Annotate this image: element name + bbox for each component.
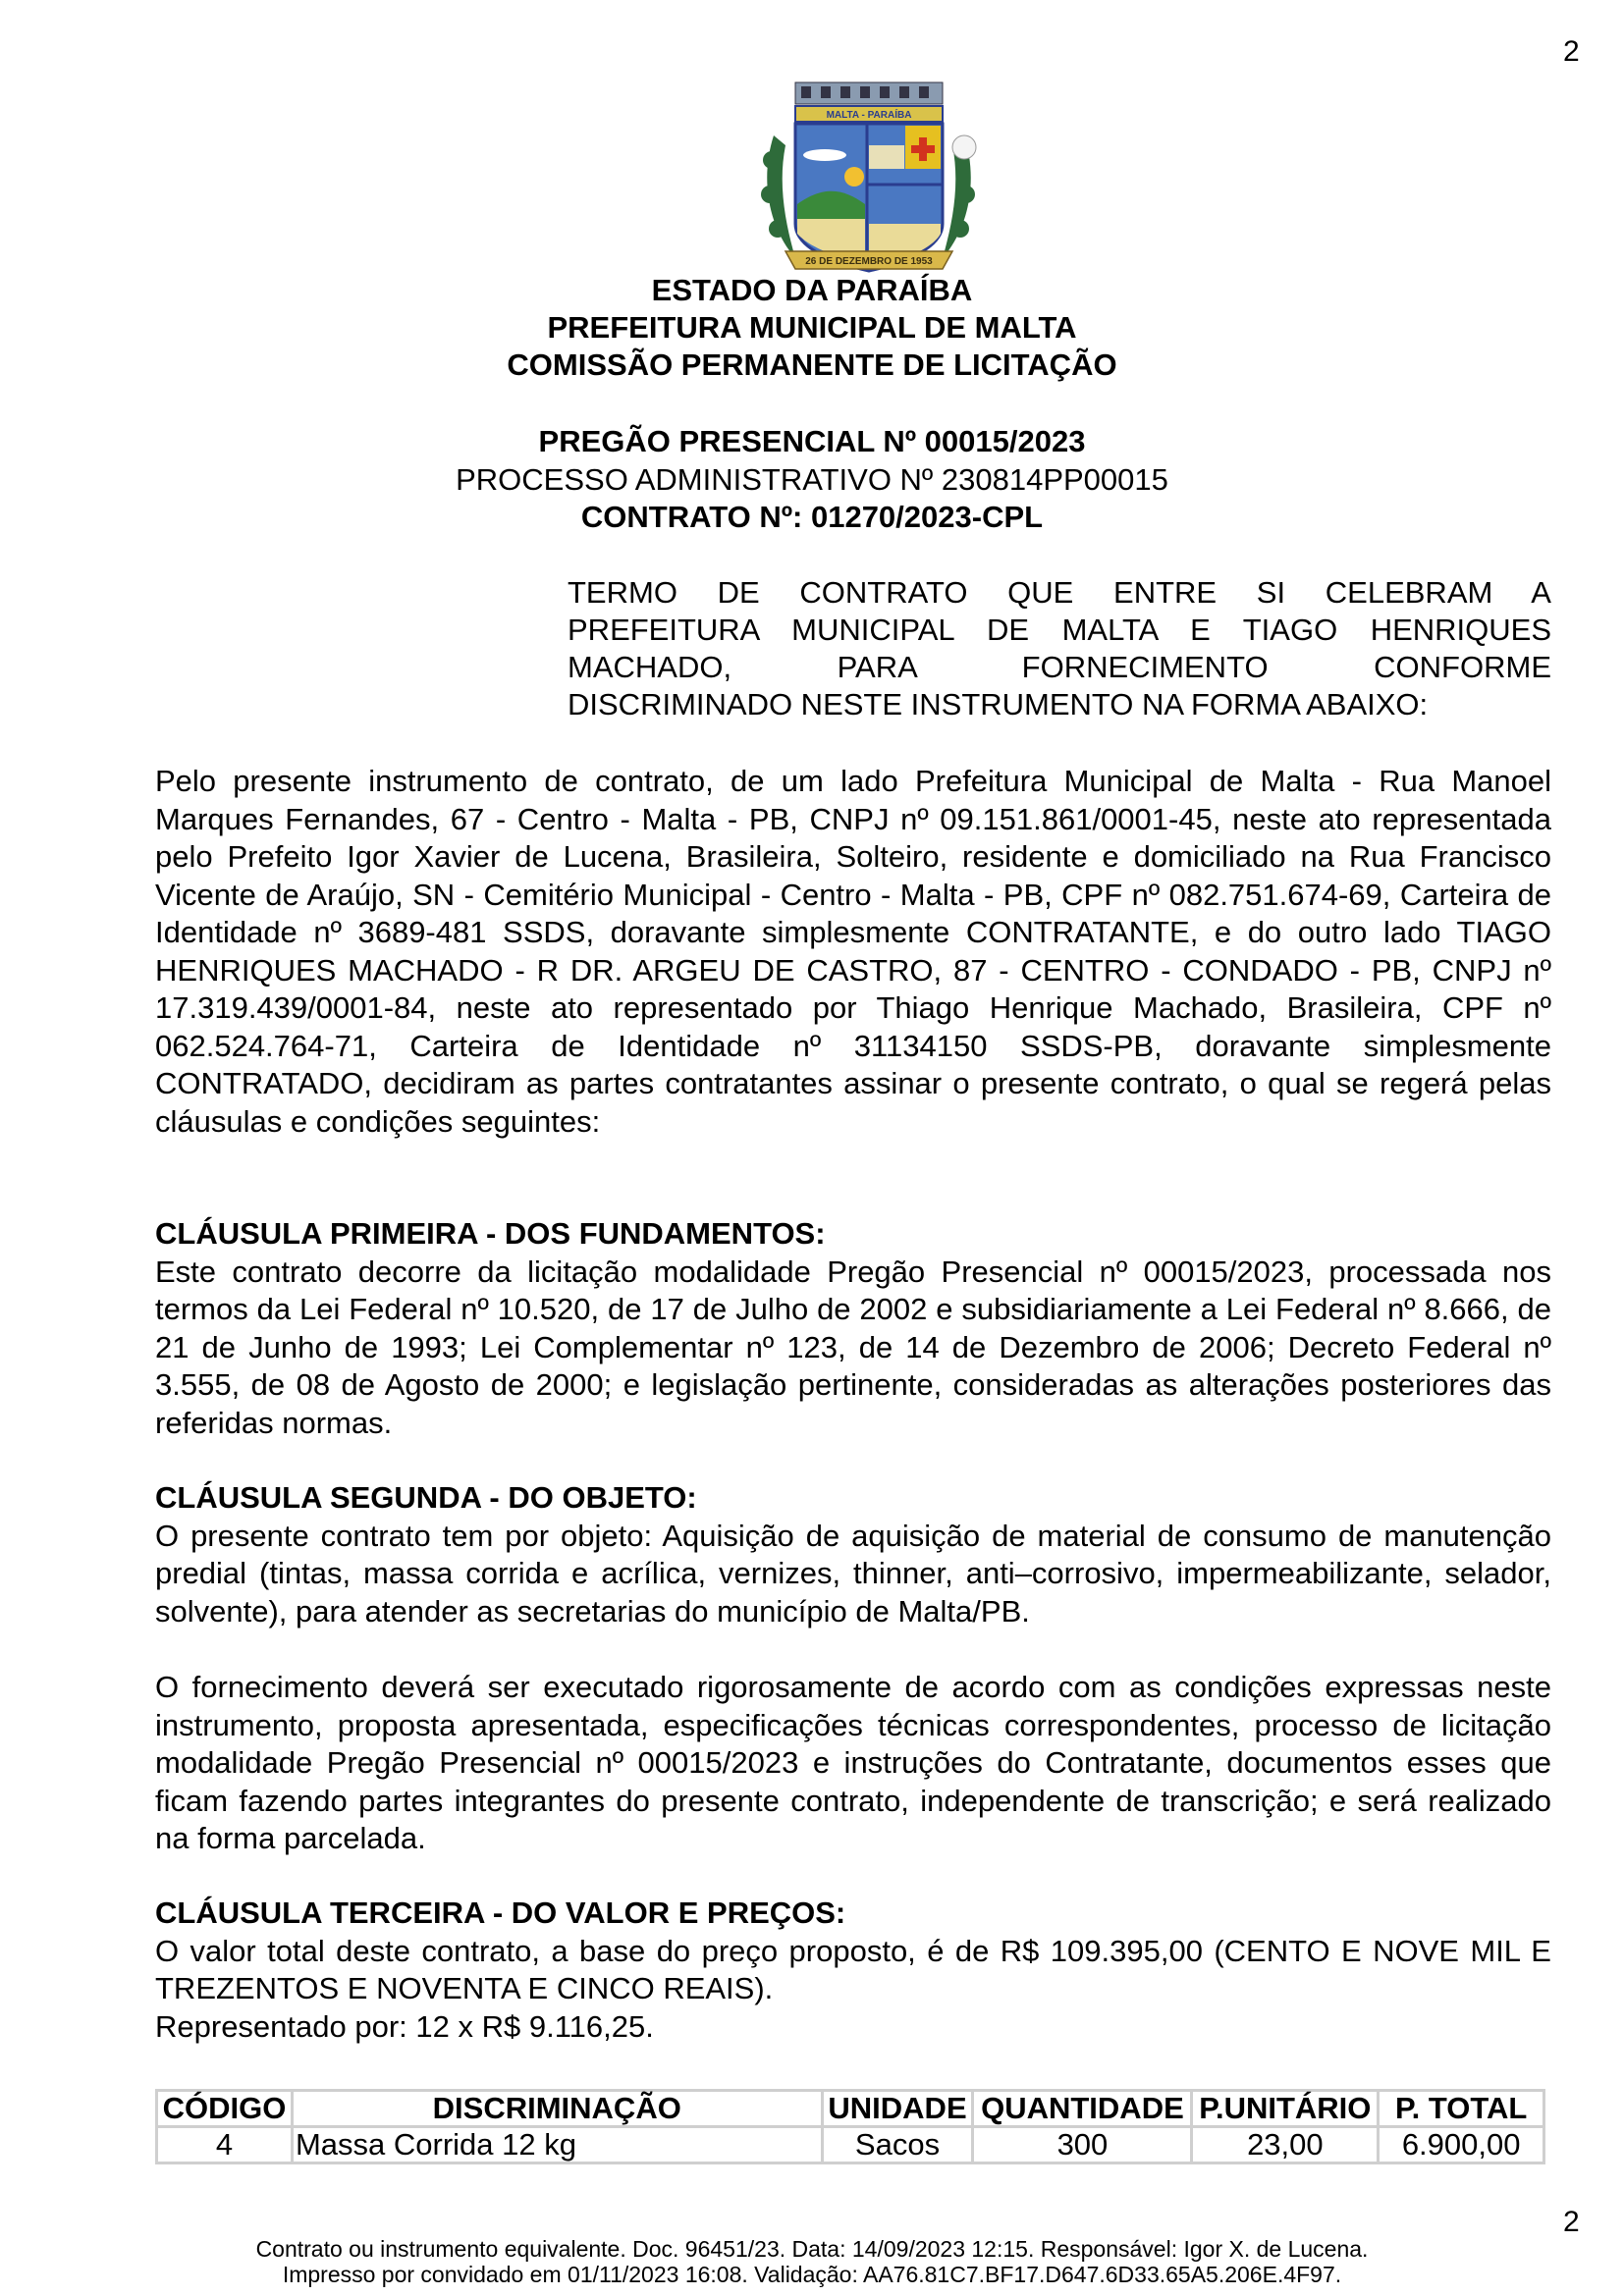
col-header-unidade: UNIDADE	[822, 2091, 973, 2127]
col-header-preco-total: P. TOTAL	[1379, 2091, 1544, 2127]
municipal-crest-logo	[756, 77, 982, 283]
contract-summary	[568, 574, 1551, 723]
contrato-number: CONTRATO Nº: 01270/2023-CPL	[580, 500, 1044, 534]
table-row	[157, 2127, 1544, 2163]
cell-preco-total: 6.900,00	[1379, 2127, 1544, 2163]
clausula-segunda-title: CLÁUSULA SEGUNDA - DO OBJETO:	[155, 1480, 697, 1515]
processo-number: PROCESSO ADMINISTRATIVO Nº 230814PP00015	[456, 462, 1168, 497]
col-header-codigo: CÓDIGO	[157, 2091, 293, 2127]
clausula-segunda-text2: O fornecimento deverá ser executado rigorosamente de acordo com as condições expressas neste instrumento, proposta apresentada, especificações técnicas correspondentes, processo de licitação modalidade Pregão Presencial nº 00015/2023 e instruções do Contratante, documentos esses que ficam fazendo partes integrantes do presente contrato, independente de transcrição; e será realizado na forma parcelada.	[155, 1670, 1551, 1855]
cell-quantidade: 300	[973, 2127, 1192, 2163]
pregao-number: PREGÃO PRESENCIAL Nº 00015/2023	[538, 424, 1086, 458]
clausula-primeira-text: Este contrato decorre da licitação modalidade Pregão Presencial nº 00015/2023, processada nos termos da Lei Federal nº 10.520, de 17 de Julho de 2002 e subsidiariamente a Lei Federal nº 8.666, de 21 de Junho de 1993; Lei Complementar nº 123, de 14 de Dezembro de 2006; Decreto Federal nº 3.555, de 08 de Agosto de 2000; e legislação pertinente, consideradas as alterações posteriores das referidas normas.	[155, 1254, 1551, 1440]
installments-text: Representado por: 12 x R$ 9.116,25.	[155, 2008, 654, 2044]
col-header-preco-unitario: P.UNITÁRIO	[1192, 2091, 1379, 2127]
page-number-top: 2	[1563, 35, 1580, 68]
coat-of-arms-icon	[756, 77, 982, 283]
cell-unidade: Sacos	[822, 2127, 973, 2163]
clausula-terceira-title: CLÁUSULA TERCEIRA - DO VALOR E PREÇOS:	[155, 1896, 846, 1930]
footer-doc-info: Contrato ou instrumento equivalente. Doc. 96451/23. Data: 14/09/2023 12:15. Responsável: Igor X. de Lucena.	[255, 2236, 1369, 2262]
footer-validation: Impresso por convidado em 01/11/2023 16:08. Validação: AA76.81C7.BF17.D647.6D33.65A5.206E.4F97.	[282, 2262, 1342, 2287]
cell-preco-unitario: 23,00	[1192, 2127, 1379, 2163]
col-header-discriminacao: DISCRIMINAÇÃO	[292, 2091, 822, 2127]
preamble-text: Pelo presente instrumento de contrato, de um lado Prefeitura Municipal de Malta - Rua Manoel Marques Fernandes, 67 - Centro - Malta - PB, CNPJ nº 09.151.861/0001-45, neste ato representada pelo Prefeito Igor Xavier de Lucena, Brasileira, Solteiro, residente e domiciliado na Rua Francisco Vicente de Araújo, SN - Cemitério Municipal - Centro - Malta - PB, CPF nº 082.751.674-69, Carteira de Identidade nº 3689-481 SSDS, doravante simplesmente CONTRATANTE, e do outro lado TIAGO HENRIQUES MACHADO - R DR. ARGEU DE CASTRO, 87 - CENTRO - CONDADO - PB, CNPJ nº 17.319.439/0001-84, neste ato representado por Thiago Henrique Machado, Brasileira, CPF nº 062.524.764-71, Carteira de Identidade nº 31134150 SSDS-PB, doravante simplesmente CONTRATADO, decidiram as partes contratantes assinar o presente contrato, o qual se regerá pelas cláusulas e condições seguintes:	[155, 764, 1551, 1139]
cell-discriminacao: Massa Corrida 12 kg	[292, 2127, 822, 2163]
items-table	[155, 2089, 1545, 2164]
svg-text:MALTA - PARAÍBA: MALTA - PARAÍBA	[826, 110, 912, 121]
clausula-segunda	[155, 1479, 1551, 1630]
summary-line: DISCRIMINADO NESTE INSTRUMENTO NA FORMA ABAIXO:	[568, 687, 1429, 721]
clausula-primeira-title: CLÁUSULA PRIMEIRA - DOS FUNDAMENTOS:	[155, 1216, 826, 1251]
clausula-terceira	[155, 1895, 1551, 2046]
preamble-section	[155, 763, 1551, 1141]
clausula-segunda-text: O presente contrato tem por objeto: Aquisição de aquisição de material de consumo de manutenção predial (tintas, massa corrida e acrílica, vernizes, thinner, anti–corrosivo, impermeabilizante, selador, solvente), para atender as secretarias do município de Malta/PB.	[155, 1518, 1551, 1629]
svg-text:26 DE DEZEMBRO DE 1953: 26 DE DEZEMBRO DE 1953	[805, 256, 933, 267]
table-header-row	[157, 2091, 1544, 2127]
page-number-bottom: 2	[1563, 2206, 1580, 2238]
clausula-primeira	[155, 1215, 1551, 1442]
header-comissao: COMISSÃO PERMANENTE DE LICITAÇÃO	[507, 347, 1117, 382]
clausula-terceira-text: O valor total deste contrato, a base do preço proposto, é de R$ 109.395,00 (CENTO E NOVE MIL E TREZENTOS E NOVENTA E CINCO REAIS).	[155, 1933, 1551, 2005]
col-header-quantidade: QUANTIDADE	[973, 2091, 1192, 2127]
summary-line: TERMO DE CONTRATO QUE ENTRE SI CELEBRAM A	[568, 575, 1551, 610]
cell-codigo: 4	[157, 2127, 293, 2163]
header-prefeitura: PREFEITURA MUNICIPAL DE MALTA	[547, 310, 1077, 345]
header-state: ESTADO DA PARAÍBA	[651, 273, 973, 307]
clausula-segunda-continued	[155, 1669, 1551, 1858]
summary-line: MACHADO, PARA FORNECIMENTO CONFORME	[568, 650, 1551, 684]
summary-line: PREFEITURA MUNICIPAL DE MALTA E TIAGO HENRIQUES	[568, 613, 1551, 647]
